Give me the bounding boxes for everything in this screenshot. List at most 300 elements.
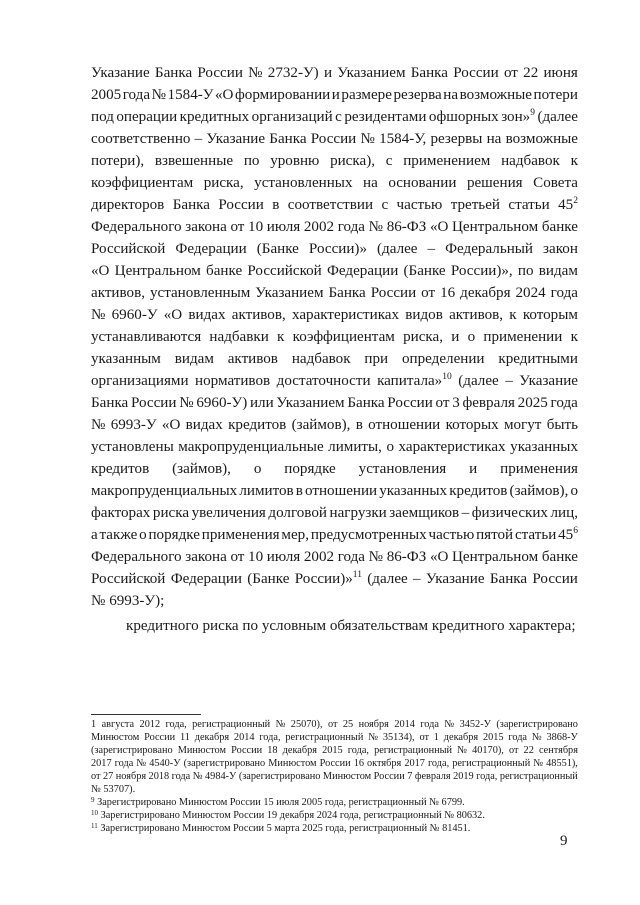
word: $45^6$ (558, 526, 578, 543)
body-line (91, 590, 578, 612)
word: могут (503, 417, 542, 433)
word: лиц, (550, 505, 578, 521)
footnote-text: № 53707). (91, 784, 136, 795)
word: «О (91, 263, 110, 279)
word: лимиты, (328, 439, 382, 455)
word: 4540-У (149, 758, 181, 769)
word: 10 (248, 549, 264, 565)
word: риска), (330, 153, 375, 169)
word: года (114, 758, 134, 769)
word: с (335, 109, 342, 125)
word: лимитов (239, 483, 294, 499)
word: указанных (379, 483, 448, 499)
word: от (91, 771, 101, 782)
word: России)», (450, 263, 513, 279)
footnote-ref: 11 (352, 570, 362, 580)
word: 11 (179, 732, 190, 743)
word: частью (428, 527, 475, 543)
word: указанным (91, 351, 161, 367)
word: года (337, 219, 365, 235)
footnote-ref: 6 (573, 526, 578, 536)
word: России (319, 758, 351, 769)
word: 16 (440, 285, 456, 301)
word: активов, (231, 307, 286, 323)
word: (займов), (291, 417, 351, 433)
word: 48551), (546, 758, 578, 769)
word: 2017 (91, 758, 112, 769)
word: к (570, 329, 578, 345)
word: (далее (458, 373, 499, 389)
word: офшорных (428, 109, 499, 125)
word: России)»$^{11}$ (294, 570, 362, 587)
word: Банка (410, 65, 448, 81)
word: 1584-У (167, 87, 214, 103)
word: на (363, 175, 378, 191)
word: Центральном (114, 263, 201, 279)
word: № (275, 719, 286, 730)
word: заемщиков (389, 505, 460, 521)
word: 2014 (394, 719, 415, 730)
word: обязательствам (329, 618, 432, 634)
word: № (368, 732, 379, 743)
body-line (91, 216, 578, 238)
word: достаточности (276, 373, 371, 389)
word: банке (541, 219, 578, 235)
word: Центральном (452, 219, 539, 235)
footnote-mark: 11 (91, 822, 98, 830)
word: о (570, 483, 578, 499)
body-line (91, 304, 578, 326)
body-line (91, 172, 578, 194)
word: года, (347, 745, 369, 756)
body-line (91, 524, 578, 546)
word: года (508, 732, 528, 743)
footnote-line (91, 731, 578, 744)
word: 86-ФЗ (386, 549, 427, 565)
word: возможные (459, 87, 532, 103)
word: № (444, 719, 455, 730)
word: Указание (519, 373, 578, 389)
word: Федерации (326, 263, 399, 279)
body-line (126, 615, 578, 637)
footnote-line (91, 757, 578, 770)
word: от (503, 65, 518, 81)
word: видах (185, 417, 223, 433)
footnote-line (91, 822, 578, 835)
word: о (386, 439, 394, 455)
word: кредитов (228, 417, 287, 433)
word: Минюстом (322, 771, 372, 782)
word: отношении (368, 417, 441, 433)
word: кредитными (498, 351, 578, 367)
word: года, (259, 732, 281, 743)
word: характера; (508, 618, 576, 634)
word: видов (405, 307, 443, 323)
footnote-line (91, 796, 578, 809)
word: «О (429, 549, 449, 565)
footnote-line (91, 809, 578, 822)
word: кредитного (431, 618, 509, 634)
word: резидентами (344, 109, 427, 125)
word: резерва (393, 87, 442, 103)
word: № (368, 219, 384, 235)
word: России (231, 745, 263, 756)
word: 2017 (404, 758, 425, 769)
word: также (99, 527, 138, 543)
word: факторах (91, 505, 151, 521)
footnote-ref: 2 (573, 196, 578, 206)
footnote-separator (91, 714, 201, 715)
word: декабря (194, 732, 230, 743)
word: № (91, 417, 106, 433)
word: или (249, 395, 274, 411)
word: Российской (247, 263, 322, 279)
word: № (136, 758, 147, 769)
word: видам (174, 351, 214, 367)
word: № (91, 593, 110, 609)
word: решения (466, 175, 523, 191)
word: года, (427, 758, 450, 769)
word: – (413, 571, 421, 587)
word: о (139, 527, 147, 543)
word: 22 (523, 745, 534, 756)
word: Банка (328, 285, 366, 301)
word: макропруденциальных (91, 483, 238, 499)
word: активов, (91, 285, 145, 301)
body-line (91, 568, 578, 590)
word: от (508, 745, 519, 756)
word: № (457, 745, 467, 756)
word: 1 (433, 732, 439, 743)
word: риска, (403, 329, 443, 345)
word: России (144, 732, 176, 743)
word: Федеральный (445, 241, 534, 257)
word: порядке (148, 527, 200, 543)
word: июня (543, 65, 578, 81)
word: № (248, 65, 263, 81)
word: 2018 (148, 771, 170, 782)
word: размере (341, 87, 392, 103)
word: 40170), (472, 745, 504, 756)
word: ноября (358, 719, 389, 730)
word: Совета (533, 175, 578, 191)
word: от (230, 219, 245, 235)
body-line (91, 106, 578, 128)
word: от (435, 395, 450, 411)
word: России (532, 571, 578, 587)
word: 1584-У, (379, 131, 427, 147)
word: 3868-У (546, 732, 578, 743)
word: Российской (91, 571, 166, 587)
word: коэффициентам (91, 175, 194, 191)
word: России (218, 197, 264, 213)
word: октября (367, 758, 402, 769)
body-line (91, 62, 578, 84)
word: 1 (91, 719, 97, 730)
word: к (570, 153, 578, 169)
word: (займов), (172, 461, 231, 477)
word: (зарегистрировано (238, 771, 321, 782)
word: Указанием (337, 65, 406, 81)
word: 6960-У) (196, 395, 248, 411)
word: 10 (248, 219, 264, 235)
word: Российской (91, 241, 166, 257)
word: видам (538, 263, 578, 279)
word: $45^2$ (558, 196, 578, 213)
body-line (91, 502, 578, 524)
word: установленных (254, 175, 353, 191)
word: 2024 (515, 285, 546, 301)
word: потери), (91, 153, 145, 169)
word: 6993-У); (109, 593, 165, 609)
word: характеристиках (398, 439, 506, 455)
word: указанных (510, 439, 578, 455)
word: декабря (443, 732, 479, 743)
word: которых (445, 417, 499, 433)
word: № (360, 131, 375, 147)
word: кредитов (91, 461, 150, 477)
body-line (91, 480, 578, 502)
word: (Банке (247, 571, 290, 587)
body-line (91, 150, 578, 172)
word: февраля (462, 395, 515, 411)
body-line (91, 128, 578, 150)
word: банке (541, 549, 578, 565)
word: регистрационный (499, 771, 578, 782)
word: Указание (425, 571, 485, 587)
word: № (192, 771, 203, 782)
footnote-text: Зарегистрировано Минюстом России 15 июля 2005 года, регистрационный № 6799. (94, 797, 465, 808)
word: регистрационный (452, 758, 531, 769)
body-line (91, 348, 578, 370)
word: применения (500, 461, 578, 477)
word: предусмотренных (310, 527, 427, 543)
page-number: 9 (560, 833, 568, 849)
word: в (272, 197, 280, 213)
footnote-ref: 9 (530, 108, 535, 118)
word: характеристиках (291, 307, 400, 323)
word: России (373, 771, 405, 782)
word: 22 (523, 65, 539, 81)
word: (Банке (403, 263, 446, 279)
word: России)» (308, 241, 367, 257)
body-line (91, 414, 578, 436)
word: России (370, 285, 417, 301)
word: уровню (270, 153, 320, 169)
word: Указанием (276, 395, 345, 411)
word: с (381, 197, 389, 213)
word: по (242, 618, 262, 634)
word: 18 (267, 745, 278, 756)
word: увеличения (191, 505, 266, 521)
word: года (420, 719, 439, 730)
word: частью (396, 197, 443, 213)
word: года (337, 549, 365, 565)
word: года (122, 87, 151, 103)
word: о (467, 329, 476, 345)
word: и (469, 461, 478, 477)
footnote-text: Зарегистрировано Минюстом России 5 марта 2025 года, регистрационный № 81451. (97, 823, 471, 834)
word: кредитного (126, 618, 203, 634)
word: соответственно (91, 131, 191, 147)
word: России (130, 395, 177, 411)
word: а (91, 527, 98, 543)
body-line (91, 282, 578, 304)
word: пятой (476, 527, 514, 543)
word: от (327, 719, 338, 730)
word: – (194, 131, 203, 147)
word: по (243, 153, 260, 169)
word: 16 (353, 758, 364, 769)
word: возможные (505, 131, 578, 147)
word: (Банке (256, 241, 299, 257)
word: 7 (407, 771, 413, 782)
word: резервы (430, 131, 483, 147)
body-line (91, 436, 578, 458)
word: года, (476, 771, 498, 782)
word: июля (266, 219, 301, 235)
word: на (443, 87, 459, 103)
word: Федерации (175, 241, 247, 257)
word: активов (227, 351, 278, 367)
word: Банка (347, 395, 385, 411)
word: августа (101, 719, 135, 730)
word: и (323, 65, 333, 81)
word: формировании (235, 87, 331, 103)
word: 2005 (91, 87, 122, 103)
word: сентября (538, 745, 578, 756)
word: соответствии (287, 197, 374, 213)
word: 3452-У (459, 719, 491, 730)
word: капитала»$^{10}$ (377, 372, 452, 389)
word: 2002 (303, 219, 335, 235)
word: риска, (203, 175, 244, 191)
word: мер, (281, 527, 309, 543)
body-line (91, 458, 578, 480)
footnote-line (91, 744, 578, 757)
body-line (91, 194, 578, 216)
word: от (421, 285, 436, 301)
word: № (368, 549, 384, 565)
body-line (91, 546, 578, 568)
word: о (253, 461, 262, 477)
footnote-line (91, 770, 578, 783)
word: № (179, 395, 194, 411)
word: установления (358, 461, 447, 477)
word: (далее (377, 241, 418, 257)
word: риска (202, 618, 243, 634)
word: Банка (172, 197, 210, 213)
body-line (91, 260, 578, 282)
word: 27 (102, 771, 114, 782)
word: применения (201, 527, 280, 543)
word: порядке (284, 461, 336, 477)
word: применением (403, 153, 491, 169)
word: России (197, 65, 243, 81)
word: 2732-У) (267, 65, 319, 81)
word: к (509, 307, 517, 323)
word: 2015 (322, 745, 343, 756)
word: организаций (251, 109, 333, 125)
word: физических (471, 505, 548, 521)
word: – (461, 505, 470, 521)
word: в (295, 483, 303, 499)
word: года (550, 285, 578, 301)
word: установленным (149, 285, 251, 301)
word: на (486, 131, 502, 147)
word: регистрационный (192, 719, 271, 730)
word: кредитов (449, 483, 508, 499)
footnote-text: Зарегистрировано Минюстом России 19 декабря 2024 года, регистрационный № 80632. (98, 810, 485, 821)
word: (зарегистрировано (183, 758, 266, 769)
word: условным (261, 618, 330, 634)
word: надбавки (209, 329, 269, 345)
word: Банка (91, 395, 129, 411)
word: Центральном (452, 549, 539, 565)
word: Федерального (91, 549, 182, 565)
footnote-mark: 10 (91, 809, 98, 817)
word: коэффициентам (292, 329, 395, 345)
word: Минюстом (268, 758, 317, 769)
word: видах (188, 307, 226, 323)
word: устанавливаются (91, 329, 202, 345)
word: к (277, 329, 285, 345)
word: закона (185, 219, 227, 235)
word: (зарегистрировано (496, 719, 578, 730)
word: – (505, 373, 513, 389)
word: применении (483, 329, 563, 345)
word: России (387, 395, 433, 411)
word: (зарегистрировано (91, 745, 173, 756)
word: 25 (342, 719, 354, 730)
word: нормативов (195, 373, 271, 389)
body-line (91, 392, 578, 414)
word: «О (161, 417, 181, 433)
word: № (91, 307, 106, 323)
word: Банка (154, 65, 193, 81)
body-line (91, 370, 578, 392)
word: закона (185, 549, 227, 565)
word: определении (401, 351, 485, 367)
word: 3 (452, 395, 460, 411)
word: 2002 (303, 549, 335, 565)
word: Минюстом (177, 745, 227, 756)
footnote-line (91, 783, 578, 796)
word: 2014 (233, 732, 255, 743)
word: Указание (206, 131, 266, 147)
word: «О (215, 87, 234, 103)
word: февраля (414, 771, 451, 782)
word: статьи (508, 197, 550, 213)
word: кредитных (179, 109, 250, 125)
word: по (517, 263, 534, 279)
word: и (451, 329, 460, 345)
word: 35134), (382, 732, 415, 743)
word: Банка (489, 571, 528, 587)
word: «О (163, 307, 183, 323)
word: быть (546, 417, 578, 433)
word: надбавок (501, 153, 560, 169)
word: 86-ФЗ (386, 219, 427, 235)
word: организациями (91, 373, 189, 389)
footnote-ref: 10 (442, 372, 452, 382)
word: директоров (91, 197, 165, 213)
word: надбавок (291, 351, 351, 367)
word: «О (429, 219, 449, 235)
word: при (364, 351, 389, 367)
word: России (453, 65, 499, 81)
word: потери (533, 87, 578, 103)
